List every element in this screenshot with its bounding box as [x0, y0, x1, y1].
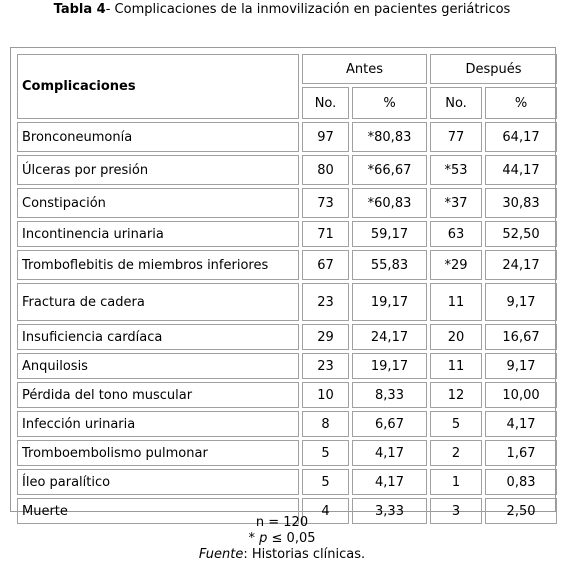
row-label: Infección urinaria — [17, 411, 299, 437]
antes-no-cell: 4 — [302, 498, 349, 524]
despues-no-cell: *37 — [430, 188, 482, 218]
table-row — [17, 283, 557, 321]
antes-no-cell: 5 — [302, 469, 349, 495]
header-despues-no: No. — [430, 87, 482, 119]
significance-variable: p — [259, 531, 268, 546]
row-label: Bronconeumonía — [17, 122, 299, 152]
antes-pct-cell: 59,17 — [352, 221, 427, 247]
despues-no-cell: 5 — [430, 411, 482, 437]
antes-pct-cell: 24,17 — [352, 324, 427, 350]
table-row — [17, 353, 557, 379]
despues-pct-cell: 16,67 — [485, 324, 557, 350]
despues-pct-cell: 24,17 — [485, 250, 557, 280]
table-frame — [10, 47, 556, 519]
antes-no-cell: 10 — [302, 382, 349, 408]
antes-pct-cell: 4,17 — [352, 440, 427, 466]
antes-pct-cell: 4,17 — [352, 469, 427, 495]
header-complicaciones: Complicaciones — [17, 54, 299, 119]
antes-pct-cell: 19,17 — [352, 283, 427, 321]
source-note — [0, 547, 564, 563]
header-antes: Antes — [302, 54, 427, 84]
table-row — [17, 221, 557, 247]
source-text: : Historias clínicas. — [243, 547, 366, 562]
significance-threshold: ≤ 0,05 — [267, 531, 316, 546]
table-row — [17, 324, 557, 350]
despues-no-cell: *53 — [430, 155, 482, 185]
despues-no-cell: 1 — [430, 469, 482, 495]
despues-pct-cell: 0,83 — [485, 469, 557, 495]
table-row — [17, 411, 557, 437]
despues-pct-cell: 52,50 — [485, 221, 557, 247]
despues-pct-cell: 64,17 — [485, 122, 557, 152]
row-label: Íleo paralítico — [17, 469, 299, 495]
row-label: Tromboflebitis de miembros inferiores — [17, 250, 299, 280]
antes-pct-cell: 6,67 — [352, 411, 427, 437]
table-row — [17, 188, 557, 218]
row-label: Tromboembolismo pulmonar — [17, 440, 299, 466]
antes-pct-cell: 8,33 — [352, 382, 427, 408]
antes-pct-cell: *80,83 — [352, 122, 427, 152]
table-row — [17, 440, 557, 466]
complications-table — [14, 51, 560, 527]
despues-pct-cell: 1,67 — [485, 440, 557, 466]
row-label: Pérdida del tono muscular — [17, 382, 299, 408]
despues-no-cell: 11 — [430, 353, 482, 379]
table-row — [17, 382, 557, 408]
table-row — [17, 155, 557, 185]
header-despues-pct: % — [485, 87, 557, 119]
header-despues: Después — [430, 54, 557, 84]
antes-no-cell: 71 — [302, 221, 349, 247]
despues-pct-cell: 2,50 — [485, 498, 557, 524]
despues-no-cell: 20 — [430, 324, 482, 350]
table-row — [17, 122, 557, 152]
row-label: Incontinencia urinaria — [17, 221, 299, 247]
table-row — [17, 469, 557, 495]
sample-size-note: n = 120 — [255, 515, 309, 530]
antes-no-cell: 29 — [302, 324, 349, 350]
row-label: Muerte — [17, 498, 299, 524]
header-antes-no: No. — [302, 87, 349, 119]
antes-pct-cell: 55,83 — [352, 250, 427, 280]
despues-no-cell: 11 — [430, 283, 482, 321]
row-label: Constipación — [17, 188, 299, 218]
table-caption-label: Tabla 4 — [53, 2, 106, 17]
table-caption-text: - Complicaciones de la inmovilización en pacientes geriátricos — [105, 2, 511, 17]
antes-pct-cell: 3,33 — [352, 498, 427, 524]
antes-no-cell: 23 — [302, 283, 349, 321]
row-label: Insuficiencia cardíaca — [17, 324, 299, 350]
despues-no-cell: 63 — [430, 221, 482, 247]
row-label: Anquilosis — [17, 353, 299, 379]
despues-pct-cell: 10,00 — [485, 382, 557, 408]
despues-no-cell: *29 — [430, 250, 482, 280]
despues-no-cell: 2 — [430, 440, 482, 466]
antes-no-cell: 97 — [302, 122, 349, 152]
antes-no-cell: 80 — [302, 155, 349, 185]
significance-note — [0, 531, 564, 547]
despues-no-cell: 3 — [430, 498, 482, 524]
antes-pct-cell: *66,67 — [352, 155, 427, 185]
header-antes-pct: % — [352, 87, 427, 119]
despues-pct-cell: 44,17 — [485, 155, 557, 185]
despues-pct-cell: 9,17 — [485, 353, 557, 379]
source-label: Fuente — [198, 547, 244, 562]
antes-pct-cell: 19,17 — [352, 353, 427, 379]
antes-no-cell: 67 — [302, 250, 349, 280]
table-row — [17, 250, 557, 280]
despues-pct-cell: 4,17 — [485, 411, 557, 437]
row-label: Úlceras por presión — [17, 155, 299, 185]
significance-prefix: * — [248, 531, 260, 546]
antes-pct-cell: *60,83 — [352, 188, 427, 218]
despues-no-cell: 77 — [430, 122, 482, 152]
antes-no-cell: 5 — [302, 440, 349, 466]
antes-no-cell: 23 — [302, 353, 349, 379]
row-label: Fractura de cadera — [17, 283, 299, 321]
table-caption — [0, 2, 564, 18]
despues-pct-cell: 30,83 — [485, 188, 557, 218]
despues-no-cell: 12 — [430, 382, 482, 408]
despues-pct-cell: 9,17 — [485, 283, 557, 321]
antes-no-cell: 73 — [302, 188, 349, 218]
antes-no-cell: 8 — [302, 411, 349, 437]
